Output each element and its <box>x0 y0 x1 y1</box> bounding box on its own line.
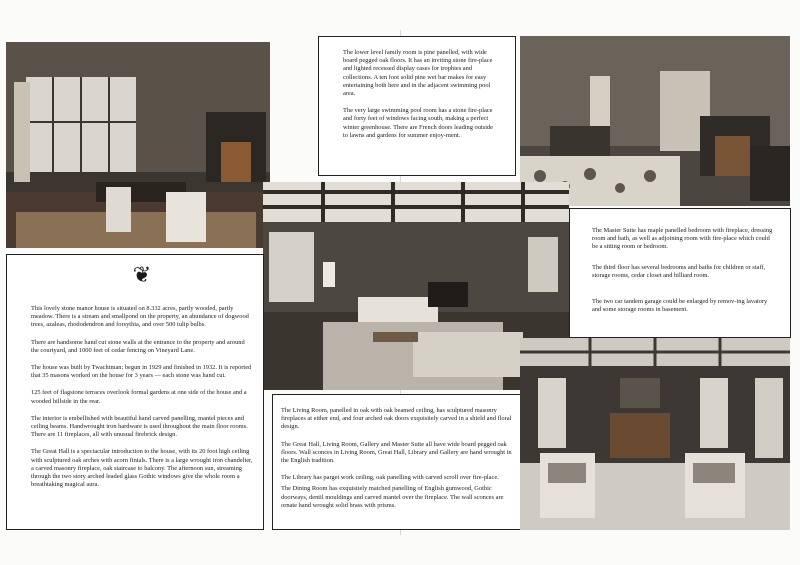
text-box-property <box>6 254 264 530</box>
paragraph-third-floor: The third floor has several bedrooms and baths for children or staff, storage rooms, cedar closet and billiard room. <box>592 263 766 279</box>
paragraph-pool-room: The very large swimming pool room has a stone fire-place and forty feet of windows facing south, making a perfect winter greenhouse. There are French doors leading outside to lawns and gardens for summer enjoy-ment. <box>343 107 494 139</box>
paragraph-builder: The house was built by Twachtman; begun in 1929 and finished in 1932. It is reported that 35 masons worked on the house for 3 years — each stone was hand cut. <box>31 364 252 380</box>
paragraph-garage: The two car tandem garage could be enlarged by remov-ing lavatory and some storage rooms in basement. <box>592 298 768 314</box>
paragraph-interior: The interior is embellished with beautiful hand carved panelling, mantel pieces and ceiling beams. Handwrought iron hardware is used throughout the main floor rooms. There are 11 fireplaces, all with unusual firebrick design. <box>31 414 248 439</box>
text-box-master-suite <box>569 208 791 338</box>
library-photo <box>520 338 790 530</box>
text-box-rooms <box>272 394 523 530</box>
paragraph-family-room: The lower level family room is pine panelled, with wide board pegged oak floors. It has an inviting stone fire-place and lighted recessed display cases for trophies and collections. A ten foot solid pine wet bar makes for easy entertaining both here and in the adjacent swimming pool area. <box>343 49 493 98</box>
paragraph-library: The Library has parget work ceiling, oak panelling with carved scroll over fire-place. <box>281 474 499 482</box>
paragraph-property: This lovely stone manor house is situated on 8.332 acres, partly wooded, partly meadow. There is a stream and smallpond on the property, an abundance of dogwood trees, azaleas, rhododendron and forsythia, and over 500 tulip bulbs. <box>31 305 249 329</box>
paragraph-living-room: The Living Room, panelled in oak with oak beamed ceiling, has sculptured masonry fireplaces at either end, and four arched oak doors exquisitely carved in a shield and floral design. <box>281 407 512 431</box>
paragraph-stone-walls: There are handsome hand cut stone walls at the entrance to the property and around the courtyard, and 1000 feet of cedar fencing on Vineyard Lane. <box>31 338 245 354</box>
paragraph-great-hall: The Great Hall is a spectacular introduction to the house, with its 20 foot high ceiling with sculptured oak arches with acorn finials. There is a large wrought iron chandelier, a carved masonry fireplace, oak staircase to balcony. The afternoon sun, streaming through the two story arched leaded glass Gothic windows give the whole room a breathtaking magical aura. <box>31 448 253 489</box>
dining-room-photo <box>6 42 270 248</box>
fleuron-ornament-icon: ❦ <box>132 263 152 288</box>
paragraph-floors-sconces: The Great Hall, Living Room, Gallery and Master Suite all have wide board pegged oak floors. Wall sconces in Living Room, Great Hall, Library and Gallery are hand wrought in the English tradition. <box>281 440 512 465</box>
text-box-family-pool <box>318 36 516 176</box>
paragraph-master-suite: The Master Suite has maple panelled bedroom with fireplace, dressing room and bath, as well as adjoining room with fire-place which could be a sitting room or bedroom. <box>592 227 773 251</box>
paragraph-dining-room: The Dining Room has exquisitely matched panelling of English gumwood, Gothic doorways, dentil mouldings and carved mantel over the fireplace. The wall sconces are ornate hand wrought solid brass with prisms. <box>281 485 504 509</box>
paragraph-terraces: 125 feet of flagstone terraces overlook formal gardens at one side of the house and a wooded hillside in the rear. <box>31 389 247 405</box>
master-bedroom-photo <box>520 36 790 206</box>
